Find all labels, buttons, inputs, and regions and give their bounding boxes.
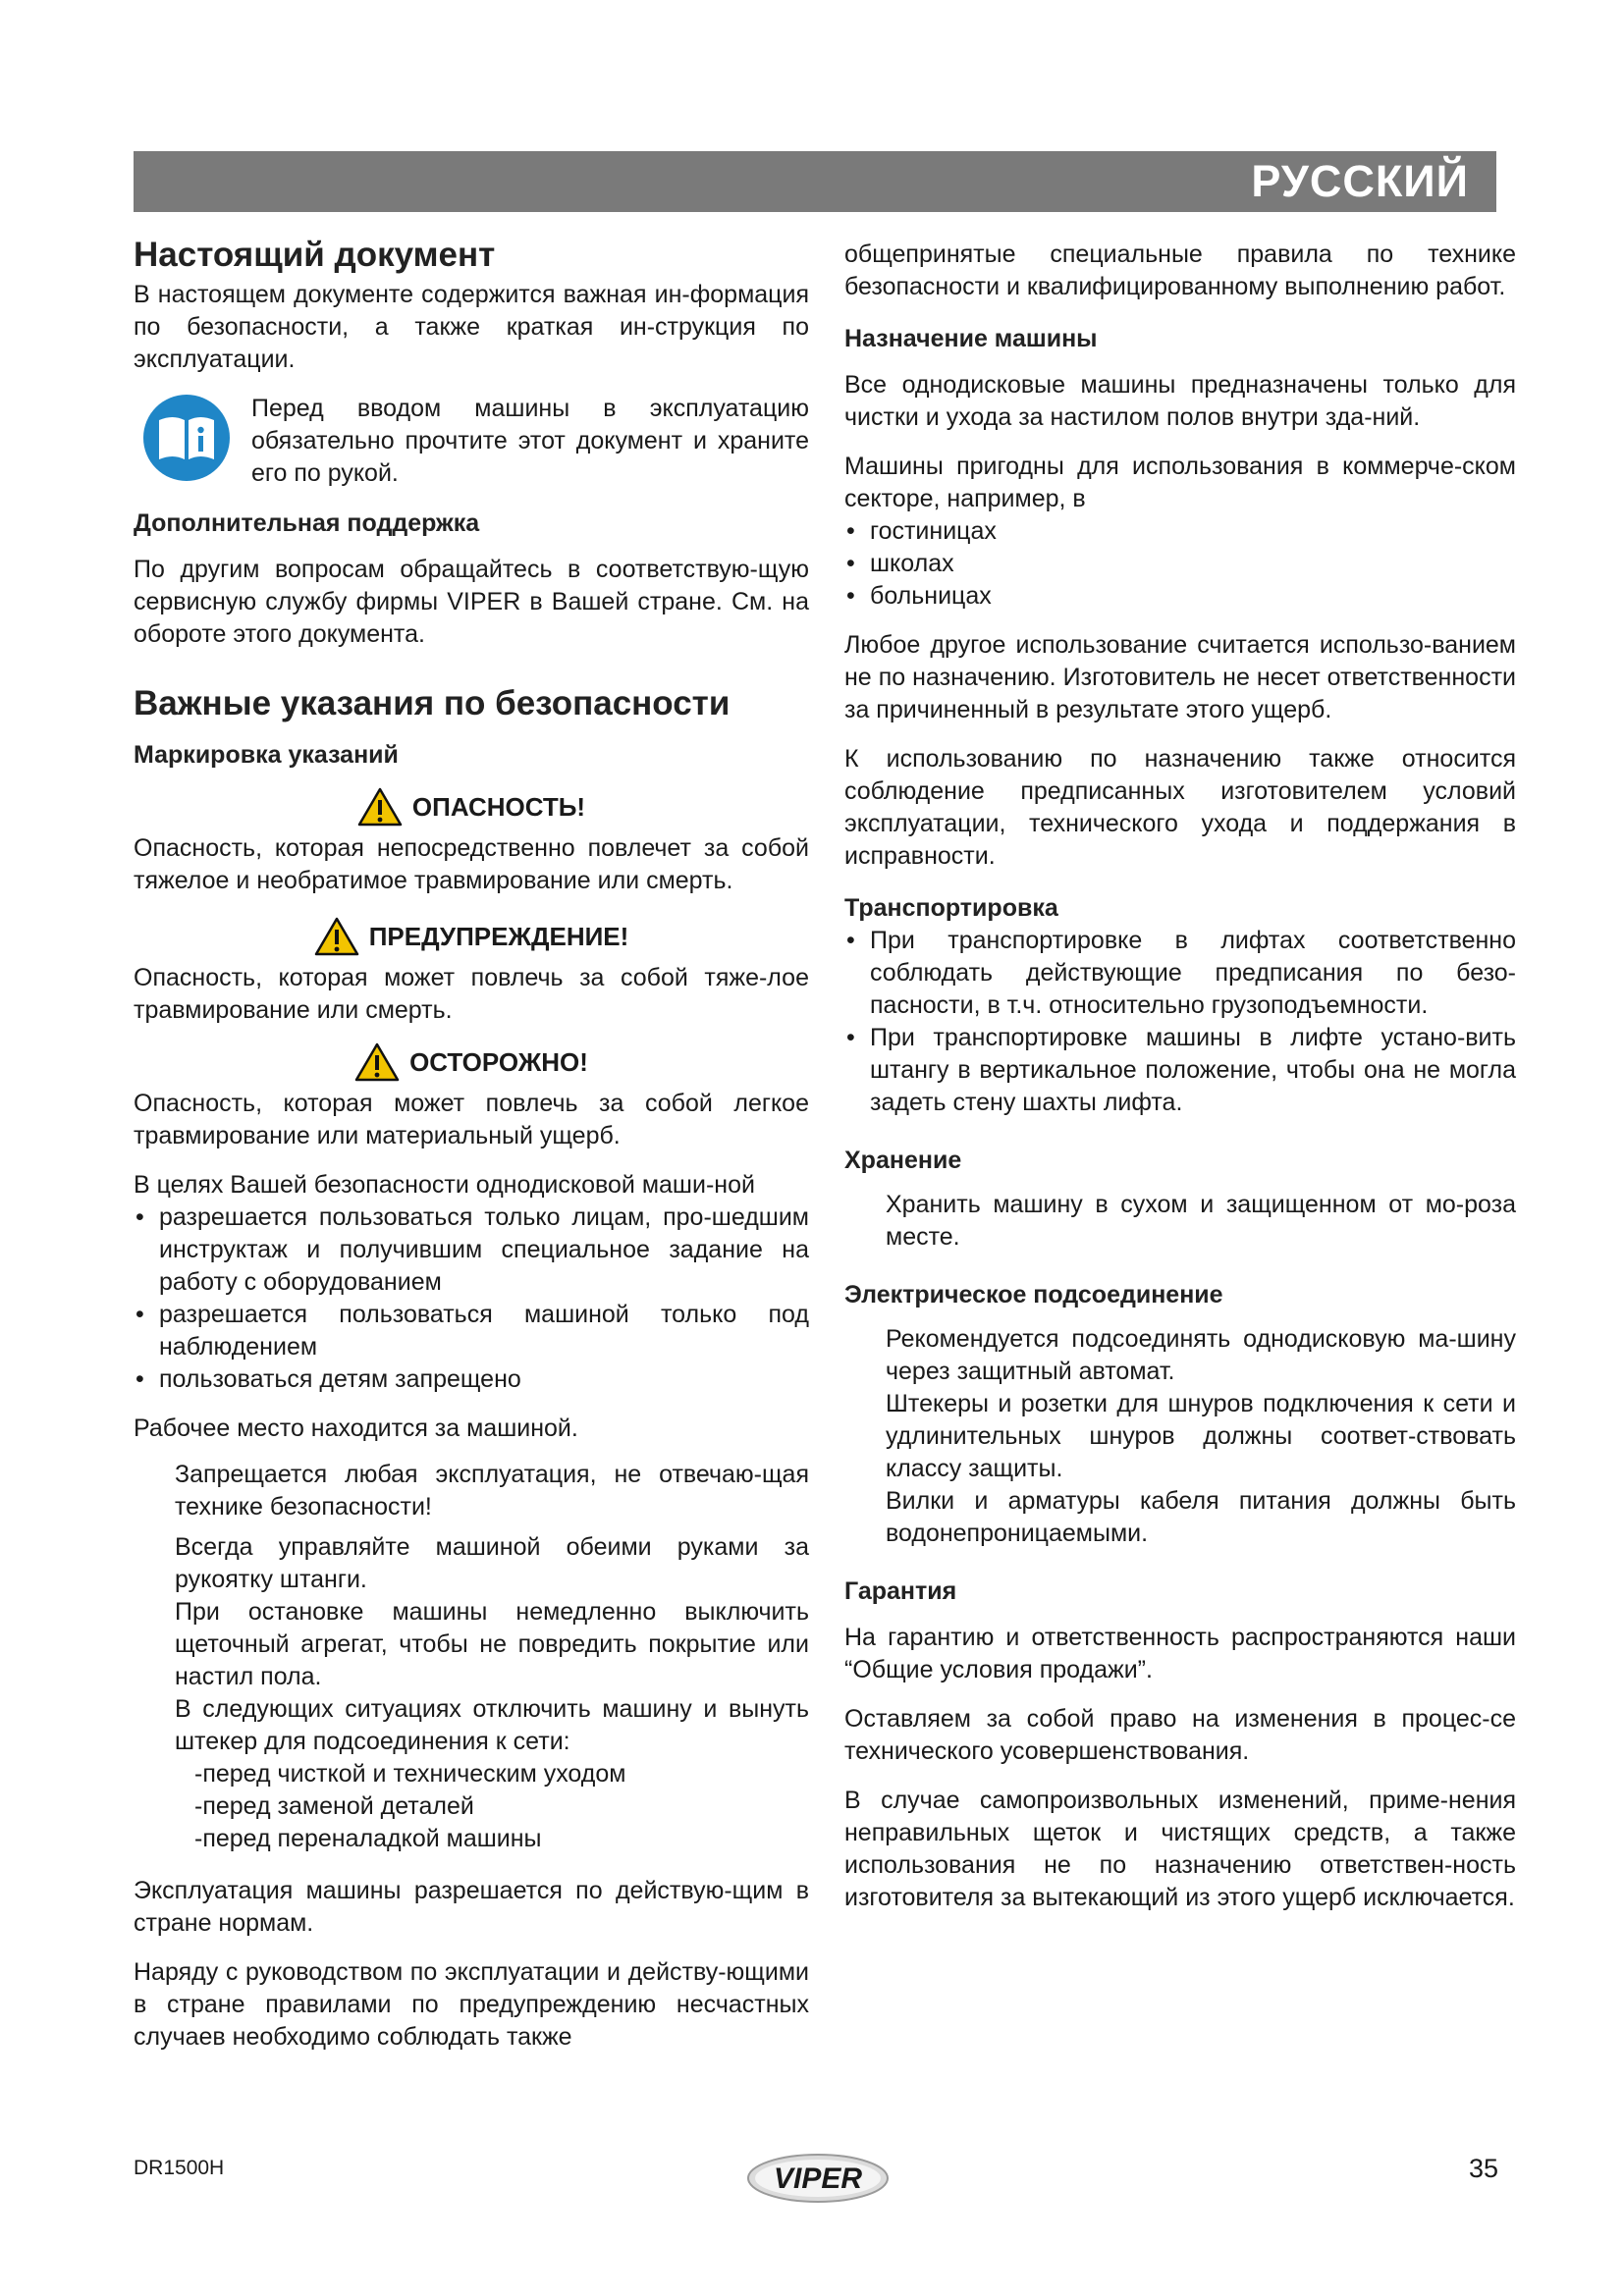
list-item: • пользоваться детям запрещено [135, 1365, 521, 1393]
subtitle-electric: Электрическое подсоединение [844, 1281, 1223, 1308]
page-number: 35 [1468, 2154, 1498, 2183]
warranty-text-3: В случае самопроизвольных изменений, приме-нения неправильных щеток и чистящих средств, а также использования не по назначению ответствен-ность изготовителя за вытекающий из этого ущерб исключается. [844, 1787, 1516, 1911]
subtitle-purpose: Назначение машины [844, 325, 1098, 352]
rule-4-item: -перед заменой деталей [194, 1792, 474, 1820]
warning-triangle-icon [354, 1042, 400, 1082]
misuse-text: Любое другое использование считается использо-ванием не по назначению. Изготовитель не несет ответственности за причиненный в результате этого ущерб. [844, 631, 1516, 723]
warning-text: Опасность, которая может повлечь за собой тяже-лое травмирование или смерть. [134, 964, 809, 1024]
warning-heading [134, 915, 809, 958]
list-item: • При транспортировке машины в лифте устано-вить штангу в вертикальное положение, чтобы она не могла задеть стену шахты лифта. [846, 1024, 1516, 1116]
caution-heading [134, 1041, 809, 1084]
subtitle-marking: Маркировка указаний [134, 741, 399, 769]
continuation-text: общепринятые специальные правила по технике безопасности и квалифицированному выполнению работ. [844, 240, 1516, 300]
subtitle-storage: Хранение [844, 1147, 962, 1174]
section-title-document: Настоящий документ [134, 236, 496, 274]
model-code: DR1500H [134, 2157, 225, 2179]
language-label: РУССКИЙ [1251, 156, 1469, 206]
commercial-text: Машины пригодны для использования в коммерче-ском секторе, например, в [844, 453, 1516, 512]
danger-label: ОПАСНОСТЬ! [411, 792, 586, 822]
norms-text: Эксплуатация машины разрешается по действую-щим в стране нормам. [134, 1877, 809, 1937]
danger-heading [134, 785, 809, 828]
subtitle-transport: Транспортировка [844, 894, 1058, 922]
list-item: • гостиницах [846, 517, 997, 545]
rule-1: Запрещается любая эксплуатация, не отвечаю-щая технике безопасности! [175, 1461, 809, 1521]
rule-2: Всегда управляйте машиной обеими руками за рукоятку штанги. [175, 1533, 809, 1593]
list-item: • разрешается пользоваться только лицам, про-шедшим инструктаж и получившим специальное задание на работу с оборудованием [135, 1203, 809, 1296]
caution-text: Опасность, которая может повлечь за собой легкое травмирование или материальный ущерб. [134, 1090, 809, 1149]
workplace-text: Рабочее место находится за машиной. [134, 1415, 578, 1442]
section-title-safety: Важные указания по безопасности [134, 684, 731, 722]
rules-text: Наряду с руководством по эксплуатации и действу-ющими в стране правилами по предупреждению несчастных случаев необходимо соблюдать также [134, 1958, 809, 2051]
warranty-text-2: Оставляем за собой право на изменения в процес-се технического усовершенствования. [844, 1705, 1516, 1765]
language-header-bar [134, 151, 1496, 212]
electric-rule-3: Вилки и арматуры кабеля питания должны быть водонепроницаемыми. [886, 1487, 1516, 1547]
read-manual-icon [141, 393, 232, 483]
warning-triangle-icon [314, 917, 359, 956]
rule-4: В следующих ситуациях отключить машину и вынуть штекер для подсоединения к сети: [175, 1695, 809, 1755]
subtitle-support: Дополнительная поддержка [134, 509, 480, 537]
safety-list [134, 1201, 809, 1396]
intended-use-text: К использованию по назначению также относится соблюдение предписанных изготовителем условий эксплуатации, технического ухода и поддержания в исправности. [844, 745, 1516, 870]
list-item: • разрешается пользоваться машиной только под наблюдением [135, 1301, 809, 1361]
support-text: По другим вопросам обращайтесь в соответствую-щую сервисную службу фирмы VIPER в Вашей стране. См. на обороте этого документа. [134, 556, 809, 648]
left-column [134, 234, 809, 2054]
warning-label: ПРЕДУПРЕЖДЕНИЕ! [368, 922, 629, 951]
info-note [134, 393, 809, 490]
list-item: • больницах [846, 582, 992, 610]
right-column [844, 239, 1516, 1914]
storage-text: Хранить машину в сухом и защищенном от мо-роза месте. [886, 1191, 1516, 1251]
purpose-text: Все однодисковые машины предназначены только для чистки и ухода за настилом полов внутри зда-ний. [844, 371, 1516, 431]
doc-note: Перед вводом машины в эксплуатацию обязательно прочтите этот документ и храните его по рукой. [251, 395, 809, 487]
svg-text:VIPER: VIPER [773, 2163, 863, 2195]
electric-rule-1: Рекомендуется подсоединять однодисковую ма-шину через защитный автомат. [886, 1325, 1516, 1385]
caution-label: ОСТОРОЖНО! [409, 1047, 588, 1077]
commercial-list [844, 515, 1516, 613]
warning-triangle-icon [357, 787, 403, 827]
transport-list [844, 925, 1516, 1119]
rule-4-item: -перед переналадкой машины [194, 1825, 542, 1852]
warranty-text-1: На гарантию и ответственность распространяются наши “Общие условия продажи”. [844, 1624, 1516, 1683]
rule-4-item: -перед чисткой и техническим уходом [194, 1760, 626, 1788]
list-item: • При транспортировке в лифтах соответственно соблюдать действующие предписания по безо-пасности, в т.ч. относительно грузоподъемности. [846, 927, 1516, 1019]
electric-rule-2: Штекеры и розетки для шнуров подключения к сети и удлинительных шнуров должны соответ-ствовать классу защиты. [886, 1390, 1516, 1482]
danger-text: Опасность, которая непосредственно повлечет за собой тяжелое и необратимое травмирование или смерть. [134, 834, 809, 894]
viper-logo [746, 2153, 890, 2204]
safety-intro: В целях Вашей безопасности однодисковой маши-ной [134, 1171, 755, 1199]
rule-3: При остановке машины немедленно выключить щеточный агрегат, чтобы не повредить покрытие или настил пола. [175, 1598, 809, 1690]
safety-rules [134, 1459, 809, 1855]
doc-intro: В настоящем документе содержится важная ин-формация по безопасности, а также краткая ин-струкция по эксплуатации. [134, 281, 809, 373]
electric-rules [844, 1323, 1516, 1550]
list-item: • школах [846, 550, 954, 577]
subtitle-warranty: Гарантия [844, 1577, 957, 1605]
